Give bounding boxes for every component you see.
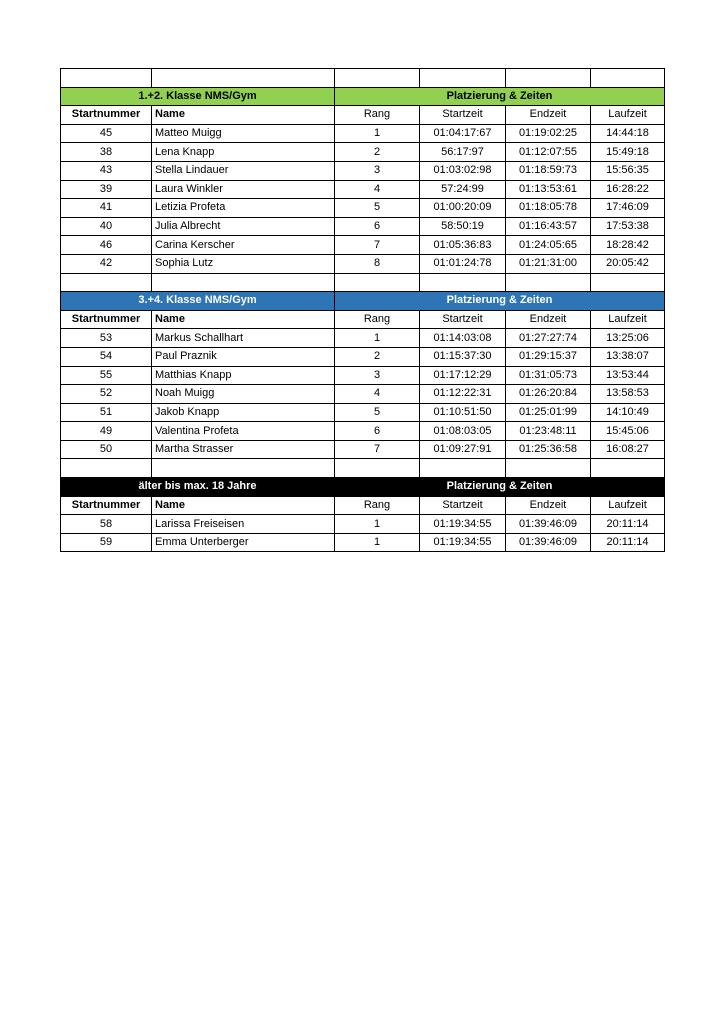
endzeit-cell: 01:19:02:25	[506, 124, 591, 143]
startnummer-cell: 59	[61, 533, 152, 552]
rang-cell: 3	[335, 366, 420, 385]
endzeit-cell: 01:31:05:73	[506, 366, 591, 385]
laufzeit-cell: 20:11:14	[591, 515, 665, 534]
empty-cell	[152, 273, 335, 292]
empty-row	[61, 459, 665, 478]
rang-cell: 2	[335, 143, 420, 162]
table-row	[61, 533, 665, 552]
endzeit-cell: 01:39:46:09	[506, 515, 591, 534]
rang-cell: 8	[335, 254, 420, 273]
name-cell: Emma Unterberger	[152, 533, 335, 552]
column-header-startzeit: Startzeit	[420, 310, 506, 329]
startzeit-cell: 01:09:27:91	[420, 440, 506, 459]
column-header-laufzeit: Laufzeit	[591, 496, 665, 515]
endzeit-cell: 01:16:43:57	[506, 217, 591, 236]
section-subtitle: Platzierung & Zeiten	[335, 478, 665, 497]
startzeit-cell: 01:05:36:83	[420, 236, 506, 255]
laufzeit-cell: 16:28:22	[591, 180, 665, 199]
empty-cell	[420, 459, 506, 478]
laufzeit-cell: 13:25:06	[591, 329, 665, 348]
laufzeit-cell: 15:49:18	[591, 143, 665, 162]
name-cell: Larissa Freiseisen	[152, 515, 335, 534]
section-header	[61, 478, 665, 497]
startnummer-cell: 38	[61, 143, 152, 162]
table-row	[61, 143, 665, 162]
rang-cell: 7	[335, 440, 420, 459]
column-header-startzeit: Startzeit	[420, 106, 506, 125]
empty-cell	[335, 69, 420, 88]
laufzeit-cell: 17:46:09	[591, 199, 665, 218]
startnummer-cell: 52	[61, 385, 152, 404]
startzeit-cell: 01:08:03:05	[420, 422, 506, 441]
column-header-rang: Rang	[335, 106, 420, 125]
name-cell: Noah Muigg	[152, 385, 335, 404]
laufzeit-cell: 13:53:44	[591, 366, 665, 385]
laufzeit-cell: 20:05:42	[591, 254, 665, 273]
name-cell: Paul Praznik	[152, 347, 335, 366]
name-cell: Valentina Profeta	[152, 422, 335, 441]
startnummer-cell: 55	[61, 366, 152, 385]
empty-cell	[61, 69, 152, 88]
section-title: älter bis max. 18 Jahre	[61, 478, 335, 497]
results-table-body	[61, 69, 665, 552]
startzeit-cell: 01:01:24:78	[420, 254, 506, 273]
empty-cell	[591, 459, 665, 478]
startzeit-cell: 01:00:20:09	[420, 199, 506, 218]
startzeit-cell: 01:14:03:08	[420, 329, 506, 348]
rang-cell: 6	[335, 217, 420, 236]
startnummer-cell: 50	[61, 440, 152, 459]
empty-cell	[506, 459, 591, 478]
section-header	[61, 87, 665, 106]
startnummer-cell: 49	[61, 422, 152, 441]
endzeit-cell: 01:21:31:00	[506, 254, 591, 273]
section-title: 3.+4. Klasse NMS/Gym	[61, 292, 335, 311]
startnummer-cell: 39	[61, 180, 152, 199]
name-cell: Martha Strasser	[152, 440, 335, 459]
startnummer-cell: 45	[61, 124, 152, 143]
startnummer-cell: 46	[61, 236, 152, 255]
empty-cell	[420, 69, 506, 88]
laufzeit-cell: 14:44:18	[591, 124, 665, 143]
empty-row	[61, 273, 665, 292]
column-header-startzeit: Startzeit	[420, 496, 506, 515]
section-subtitle: Platzierung & Zeiten	[335, 292, 665, 311]
startzeit-cell: 01:15:37:30	[420, 347, 506, 366]
laufzeit-cell: 17:53:38	[591, 217, 665, 236]
rang-cell: 4	[335, 180, 420, 199]
startnummer-cell: 53	[61, 329, 152, 348]
column-header-name: Name	[152, 310, 335, 329]
results-table	[60, 68, 665, 552]
table-row	[61, 403, 665, 422]
startnummer-cell: 42	[61, 254, 152, 273]
laufzeit-cell: 13:58:53	[591, 385, 665, 404]
rang-cell: 2	[335, 347, 420, 366]
rang-cell: 4	[335, 385, 420, 404]
table-row	[61, 124, 665, 143]
column-header-startnummer: Startnummer	[61, 496, 152, 515]
startnummer-cell: 54	[61, 347, 152, 366]
laufzeit-cell: 16:08:27	[591, 440, 665, 459]
endzeit-cell: 01:29:15:37	[506, 347, 591, 366]
empty-cell	[591, 69, 665, 88]
laufzeit-cell: 18:28:42	[591, 236, 665, 255]
table-row	[61, 347, 665, 366]
empty-cell	[152, 69, 335, 88]
table-row	[61, 180, 665, 199]
empty-cell	[61, 459, 152, 478]
startzeit-cell: 01:12:22:31	[420, 385, 506, 404]
empty-cell	[152, 459, 335, 478]
endzeit-cell: 01:12:07:55	[506, 143, 591, 162]
rang-cell: 1	[335, 533, 420, 552]
column-header-laufzeit: Laufzeit	[591, 310, 665, 329]
laufzeit-cell: 15:56:35	[591, 161, 665, 180]
column-header-row	[61, 496, 665, 515]
rang-cell: 1	[335, 124, 420, 143]
empty-cell	[61, 273, 152, 292]
name-cell: Carina Kerscher	[152, 236, 335, 255]
rang-cell: 6	[335, 422, 420, 441]
table-row	[61, 440, 665, 459]
laufzeit-cell: 20:11:14	[591, 533, 665, 552]
endzeit-cell: 01:13:53:61	[506, 180, 591, 199]
column-header-row	[61, 310, 665, 329]
endzeit-cell: 01:25:36:58	[506, 440, 591, 459]
startzeit-cell: 56:17:97	[420, 143, 506, 162]
name-cell: Letizia Profeta	[152, 199, 335, 218]
name-cell: Matteo Muigg	[152, 124, 335, 143]
startnummer-cell: 58	[61, 515, 152, 534]
endzeit-cell: 01:27:27:74	[506, 329, 591, 348]
table-row	[61, 515, 665, 534]
startnummer-cell: 43	[61, 161, 152, 180]
column-header-name: Name	[152, 106, 335, 125]
empty-cell	[420, 273, 506, 292]
table-row	[61, 254, 665, 273]
column-header-rang: Rang	[335, 310, 420, 329]
startzeit-cell: 01:19:34:55	[420, 533, 506, 552]
startzeit-cell: 01:03:02:98	[420, 161, 506, 180]
rang-cell: 5	[335, 199, 420, 218]
table-row	[61, 422, 665, 441]
empty-cell	[335, 273, 420, 292]
section-title: 1.+2. Klasse NMS/Gym	[61, 87, 335, 106]
column-header-laufzeit: Laufzeit	[591, 106, 665, 125]
startnummer-cell: 41	[61, 199, 152, 218]
empty-row	[61, 69, 665, 88]
table-row	[61, 329, 665, 348]
endzeit-cell: 01:25:01:99	[506, 403, 591, 422]
name-cell: Laura Winkler	[152, 180, 335, 199]
endzeit-cell: 01:23:48:11	[506, 422, 591, 441]
empty-cell	[335, 459, 420, 478]
section-header	[61, 292, 665, 311]
table-row	[61, 199, 665, 218]
name-cell: Julia Albrecht	[152, 217, 335, 236]
table-row	[61, 161, 665, 180]
name-cell: Markus Schallhart	[152, 329, 335, 348]
column-header-endzeit: Endzeit	[506, 310, 591, 329]
startnummer-cell: 51	[61, 403, 152, 422]
rang-cell: 3	[335, 161, 420, 180]
column-header-row	[61, 106, 665, 125]
startzeit-cell: 57:24:99	[420, 180, 506, 199]
startzeit-cell: 01:04:17:67	[420, 124, 506, 143]
startzeit-cell: 01:17:12:29	[420, 366, 506, 385]
startnummer-cell: 40	[61, 217, 152, 236]
startzeit-cell: 01:10:51:50	[420, 403, 506, 422]
rang-cell: 7	[335, 236, 420, 255]
empty-cell	[506, 273, 591, 292]
name-cell: Sophia Lutz	[152, 254, 335, 273]
table-row	[61, 385, 665, 404]
empty-cell	[591, 273, 665, 292]
name-cell: Stella Lindauer	[152, 161, 335, 180]
endzeit-cell: 01:39:46:09	[506, 533, 591, 552]
name-cell: Lena Knapp	[152, 143, 335, 162]
rang-cell: 5	[335, 403, 420, 422]
table-row	[61, 366, 665, 385]
endzeit-cell: 01:26:20:84	[506, 385, 591, 404]
column-header-startnummer: Startnummer	[61, 106, 152, 125]
empty-cell	[506, 69, 591, 88]
startzeit-cell: 01:19:34:55	[420, 515, 506, 534]
table-row	[61, 217, 665, 236]
laufzeit-cell: 13:38:07	[591, 347, 665, 366]
table-row	[61, 236, 665, 255]
laufzeit-cell: 15:45:06	[591, 422, 665, 441]
endzeit-cell: 01:18:59:73	[506, 161, 591, 180]
rang-cell: 1	[335, 515, 420, 534]
endzeit-cell: 01:18:05:78	[506, 199, 591, 218]
laufzeit-cell: 14:10:49	[591, 403, 665, 422]
column-header-startnummer: Startnummer	[61, 310, 152, 329]
name-cell: Matthias Knapp	[152, 366, 335, 385]
rang-cell: 1	[335, 329, 420, 348]
column-header-rang: Rang	[335, 496, 420, 515]
column-header-endzeit: Endzeit	[506, 106, 591, 125]
section-subtitle: Platzierung & Zeiten	[335, 87, 665, 106]
name-cell: Jakob Knapp	[152, 403, 335, 422]
startzeit-cell: 58:50:19	[420, 217, 506, 236]
column-header-name: Name	[152, 496, 335, 515]
column-header-endzeit: Endzeit	[506, 496, 591, 515]
endzeit-cell: 01:24:05:65	[506, 236, 591, 255]
